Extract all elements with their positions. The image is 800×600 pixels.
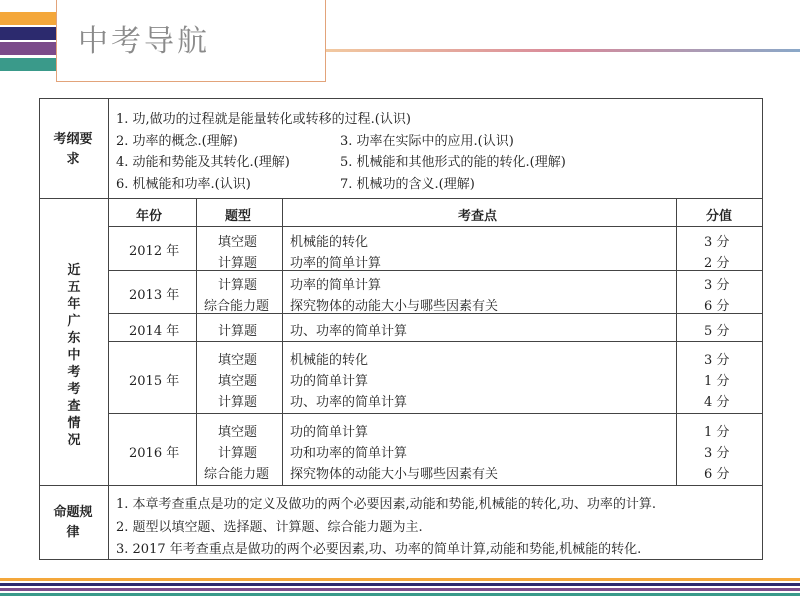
type-cell: 计算题 [218,324,258,339]
column-header-type: 题型 [225,209,252,224]
column-header-score: 分值 [706,209,733,224]
point-cell: 机械能的转化 [290,353,369,368]
syllabus-item: 2. 功率的概念.(理解) [116,134,238,149]
divider [108,341,763,342]
type-cell: 填空题 [218,235,258,250]
type-cell: 填空题 [218,353,258,368]
point-cell: 功和功率的简单计算 [290,446,408,461]
score-cell: 4 分 [704,395,730,410]
divider [39,198,763,199]
pattern-item: 2. 题型以填空题、选择题、计算题、综合能力题为主. [116,520,423,535]
stripe-navy [0,27,58,40]
point-cell: 探究物体的动能大小与哪些因素有关 [290,467,499,482]
page-title: 中考导航 [78,24,210,59]
point-cell: 机械能的转化 [290,235,369,250]
point-cell: 功率的简单计算 [290,256,382,271]
score-cell: 3 分 [704,278,730,293]
footer-stripe [0,593,800,596]
divider [108,226,763,227]
footer-stripe [0,588,800,591]
type-cell: 计算题 [218,446,258,461]
point-cell: 功的简单计算 [290,425,369,440]
type-cell: 综合能力题 [204,467,270,482]
year-cell: 2015 年 [129,374,180,389]
year-cell: 2013 年 [129,288,180,303]
point-cell: 功率的简单计算 [290,278,382,293]
syllabus-item: 5. 机械能和其他形式的能的转化.(理解) [340,155,566,170]
divider [108,413,763,414]
pattern-item: 1. 本章考查重点是功的定义及做功的两个必要因素,动能和势能,机械能的转化,功、功率的计算. [116,497,657,512]
score-cell: 1 分 [704,425,730,440]
divider [39,485,763,486]
syllabus-item: 6. 机械能和功率.(认识) [116,177,251,192]
type-cell: 综合能力题 [204,299,270,314]
type-cell: 填空题 [218,374,258,389]
score-cell: 3 分 [704,446,730,461]
syllabus-item: 3. 功率在实际中的应用.(认识) [340,134,514,149]
stripe-orange [0,12,58,25]
year-cell: 2014 年 [129,324,180,339]
score-cell: 5 分 [704,324,730,339]
exam-section-label: 近五年广东中考考查情况 [67,263,81,448]
divider [108,98,109,560]
point-cell: 功的简单计算 [290,374,369,389]
pattern-label: 命题规律 [53,505,93,540]
divider [108,270,763,271]
score-cell: 1 分 [704,374,730,389]
syllabus-item: 4. 动能和势能及其转化.(理解) [116,155,290,170]
score-cell: 2 分 [704,256,730,271]
score-cell: 6 分 [704,299,730,314]
stripe-teal [0,58,58,71]
syllabus-item: 7. 机械功的含义.(理解) [340,177,475,192]
syllabus-item: 1. 功,做功的过程就是能量转化或转移的过程.(认识) [116,112,411,127]
column-header-point: 考查点 [458,209,498,224]
footer-stripe [0,578,800,581]
type-cell: 计算题 [218,256,258,271]
header-accent-line [326,49,800,52]
score-cell: 3 分 [704,235,730,250]
point-cell: 功、功率的简单计算 [290,324,408,339]
score-cell: 6 分 [704,467,730,482]
point-cell: 功、功率的简单计算 [290,395,408,410]
pattern-item: 3. 2017 年考查重点是做功的两个必要因素,功、功率的简单计算,动能和势能,机械能的转化. [116,542,642,557]
type-cell: 计算题 [218,395,258,410]
column-header-year: 年份 [136,209,163,224]
type-cell: 计算题 [218,278,258,293]
type-cell: 填空题 [218,425,258,440]
point-cell: 探究物体的动能大小与哪些因素有关 [290,299,499,314]
year-cell: 2012 年 [129,244,180,259]
footer-stripe [0,583,800,586]
stripe-purple [0,42,58,55]
syllabus-label: 考纲要求 [53,132,93,167]
year-cell: 2016 年 [129,446,180,461]
score-cell: 3 分 [704,353,730,368]
